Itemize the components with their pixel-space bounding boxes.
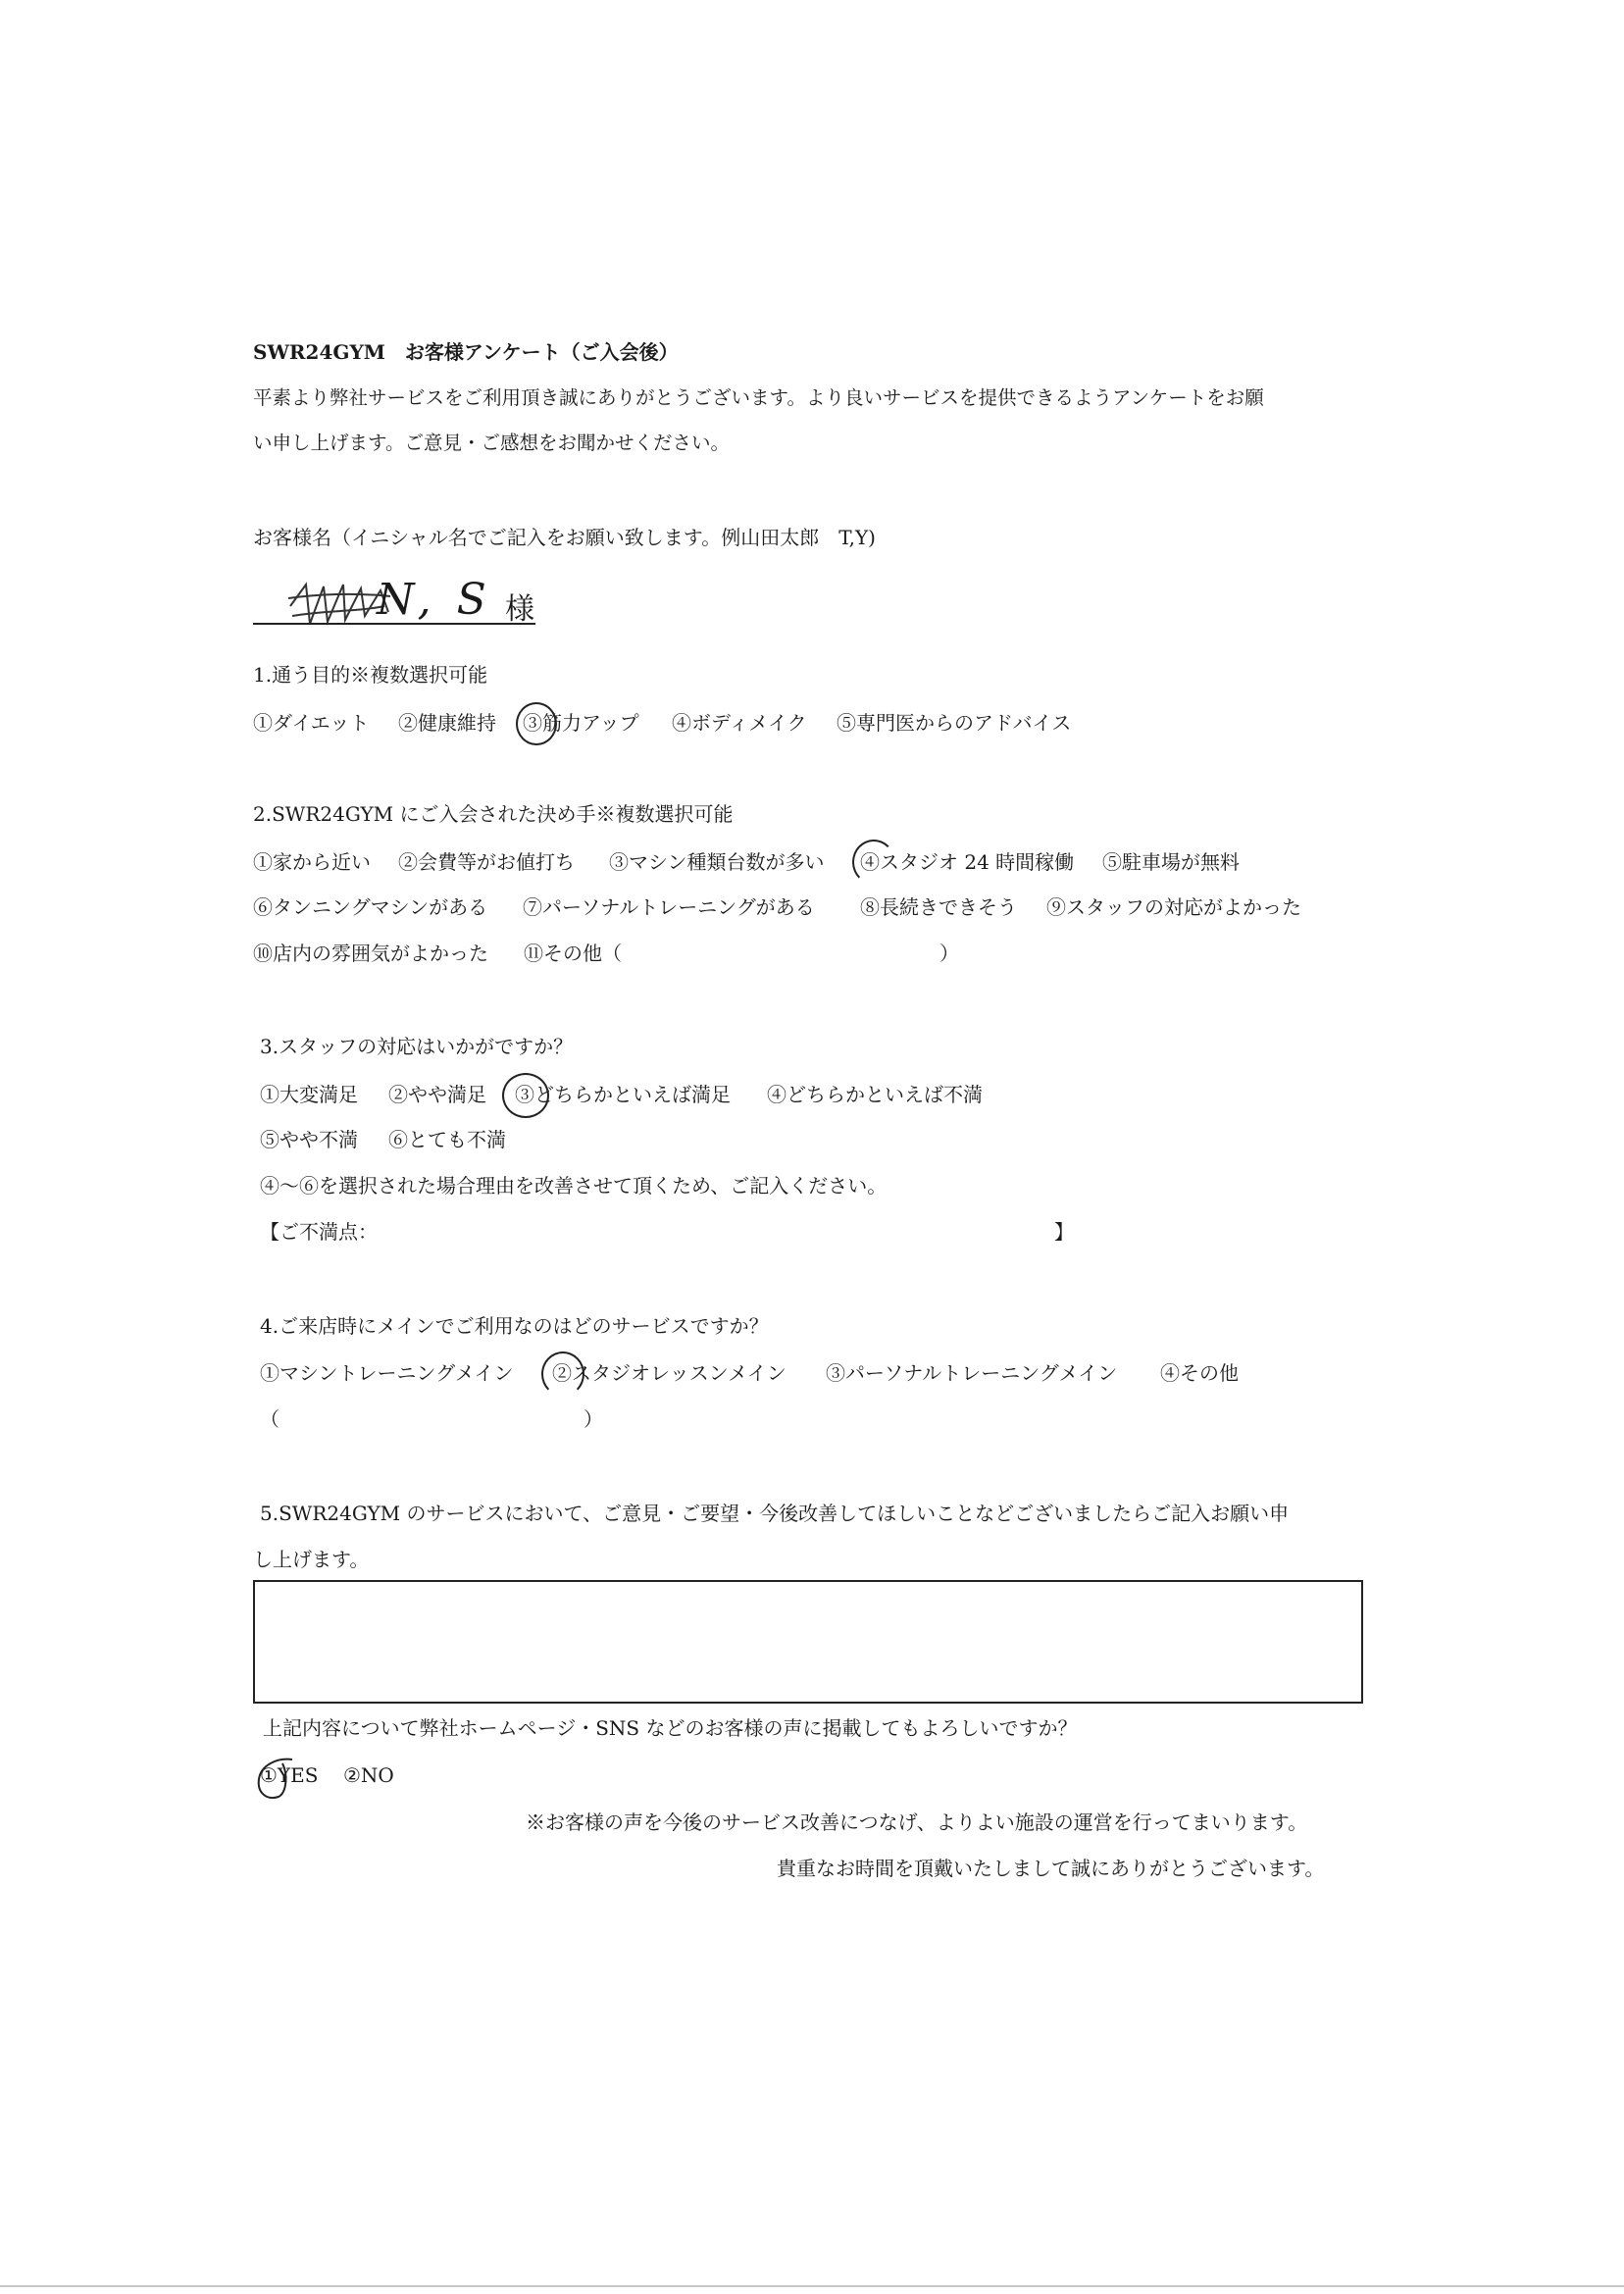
q4-heading: 4.ご来店時にメインでご利用なのはどのサービスですか？ (260, 1314, 769, 1338)
q2-heading: 2.SWR24GYM にご入会された決め手※複数選択可能 (253, 802, 734, 826)
customer-name-value[interactable]: N, S (377, 575, 492, 625)
q3-option-rather-satisfied[interactable]: ③どちらかといえば満足 (515, 1083, 731, 1106)
footer-line-2: 貴重なお時間を頂戴いたしまして誠にありがとうございます。 (777, 1857, 1325, 1880)
q3-option-somewhat-satisfied[interactable]: ②やや満足 (388, 1083, 486, 1106)
q3-complaint-label: 【ご不満点： (260, 1220, 378, 1244)
honorific: 様 (505, 592, 534, 627)
q4-option-personal[interactable]: ③パーソナルトレーニングメイン (826, 1361, 1118, 1385)
comment-box[interactable] (253, 1580, 1363, 1704)
q1-option-diet[interactable]: ①ダイエット (253, 711, 370, 735)
name-underline (253, 623, 535, 625)
q2-option-atmosphere[interactable]: ⑩店内の雰囲気がよかった (253, 942, 488, 965)
intro-line-1: 平素より弊社サービスをご利用頂き誠にありがとうございます。より良いサービスを提供できるようアンケートをお願 (253, 386, 1264, 409)
q1-option-health[interactable]: ②健康維持 (398, 711, 496, 735)
consent-selection-mark (253, 1756, 322, 1805)
consent-option-yes[interactable]: ①YES (260, 1763, 319, 1787)
q3-heading: 3.スタッフの対応はいかがですか？ (260, 1035, 574, 1058)
q2-option-tanning[interactable]: ⑥タンニングマシンがある (253, 895, 488, 919)
q4-option-other[interactable]: ④その他 (1160, 1361, 1239, 1385)
q1-option-doctor-advice[interactable]: ⑤専門医からのアドバイス (837, 711, 1072, 735)
q2-other-close-paren: ） (939, 942, 959, 965)
footer-line-1: ※お客様の声を今後のサービス改善につなげ、よりよい施設の運営を行ってまいります。 (526, 1810, 1308, 1834)
q2-option-affordable[interactable]: ②会費等がお値打ち (398, 850, 575, 874)
q4-other-open-paren: （ (260, 1407, 279, 1431)
q5-heading-line-1: 5.SWR24GYM のサービスにおいて、ご意見・ご要望・今後改善してほしいことなどございましたらご記入お願い申 (260, 1502, 1290, 1525)
q3-option-somewhat-dissatisfied[interactable]: ⑤やや不満 (260, 1128, 358, 1151)
q2-option-other[interactable]: ⑪その他（ (524, 942, 622, 965)
q3-option-very-dissatisfied[interactable]: ⑥とても不満 (388, 1128, 506, 1151)
q2-option-sustainable[interactable]: ⑧長続きできそう (860, 895, 1017, 919)
q3-complaint-close: 】 (1054, 1220, 1074, 1244)
q4-option-machine[interactable]: ①マシントレーニングメイン (260, 1361, 514, 1385)
q4-option-studio[interactable]: ②スタジオレッスンメイン (552, 1361, 787, 1385)
q1-heading: 1.通う目的※複数選択可能 (253, 663, 488, 687)
customer-name-label: お客様名（イニシャル名でご記入をお願い致します。例山田太郎 T,Y) (253, 526, 876, 549)
scan-edge-line (0, 2285, 1624, 2287)
q2-option-studio-24h[interactable]: ④スタジオ 24 時間稼働 (860, 850, 1075, 874)
q1-option-strength[interactable]: ③筋力アップ (523, 711, 639, 735)
survey-title: SWR24GYM お客様アンケート（ご入会後） (253, 340, 679, 364)
q5-heading-line-2: し上げます。 (253, 1548, 370, 1571)
consent-question: 上記内容について弊社ホームページ・SNS などのお客様の声に掲載してもよろしいですか？ (263, 1716, 1078, 1740)
intro-line-2: い申し上げます。ご意見・ご感想をお聞かせください。 (253, 432, 730, 454)
q2-option-free-parking[interactable]: ⑤駐車場が無料 (1102, 850, 1240, 874)
q2-option-personal-training[interactable]: ⑦パーソナルトレーニングがある (523, 895, 815, 919)
q2-option-staff[interactable]: ⑨スタッフの対応がよかった (1046, 895, 1301, 919)
q1-option-bodymake[interactable]: ④ボディメイク (672, 711, 807, 735)
consent-option-no[interactable]: ②NO (343, 1763, 394, 1787)
q3-option-rather-dissatisfied[interactable]: ④どちらかといえば不満 (767, 1083, 983, 1106)
q3-note: ④～⑥を選択された場合理由を改善させて頂くため、ご記入ください。 (260, 1174, 888, 1198)
q2-option-near-home[interactable]: ①家から近い (253, 850, 371, 874)
q3-option-very-satisfied[interactable]: ①大変満足 (260, 1083, 358, 1106)
q4-other-close-paren: ） (584, 1407, 603, 1431)
q2-option-many-machines[interactable]: ③マシン種類台数が多い (609, 850, 825, 874)
